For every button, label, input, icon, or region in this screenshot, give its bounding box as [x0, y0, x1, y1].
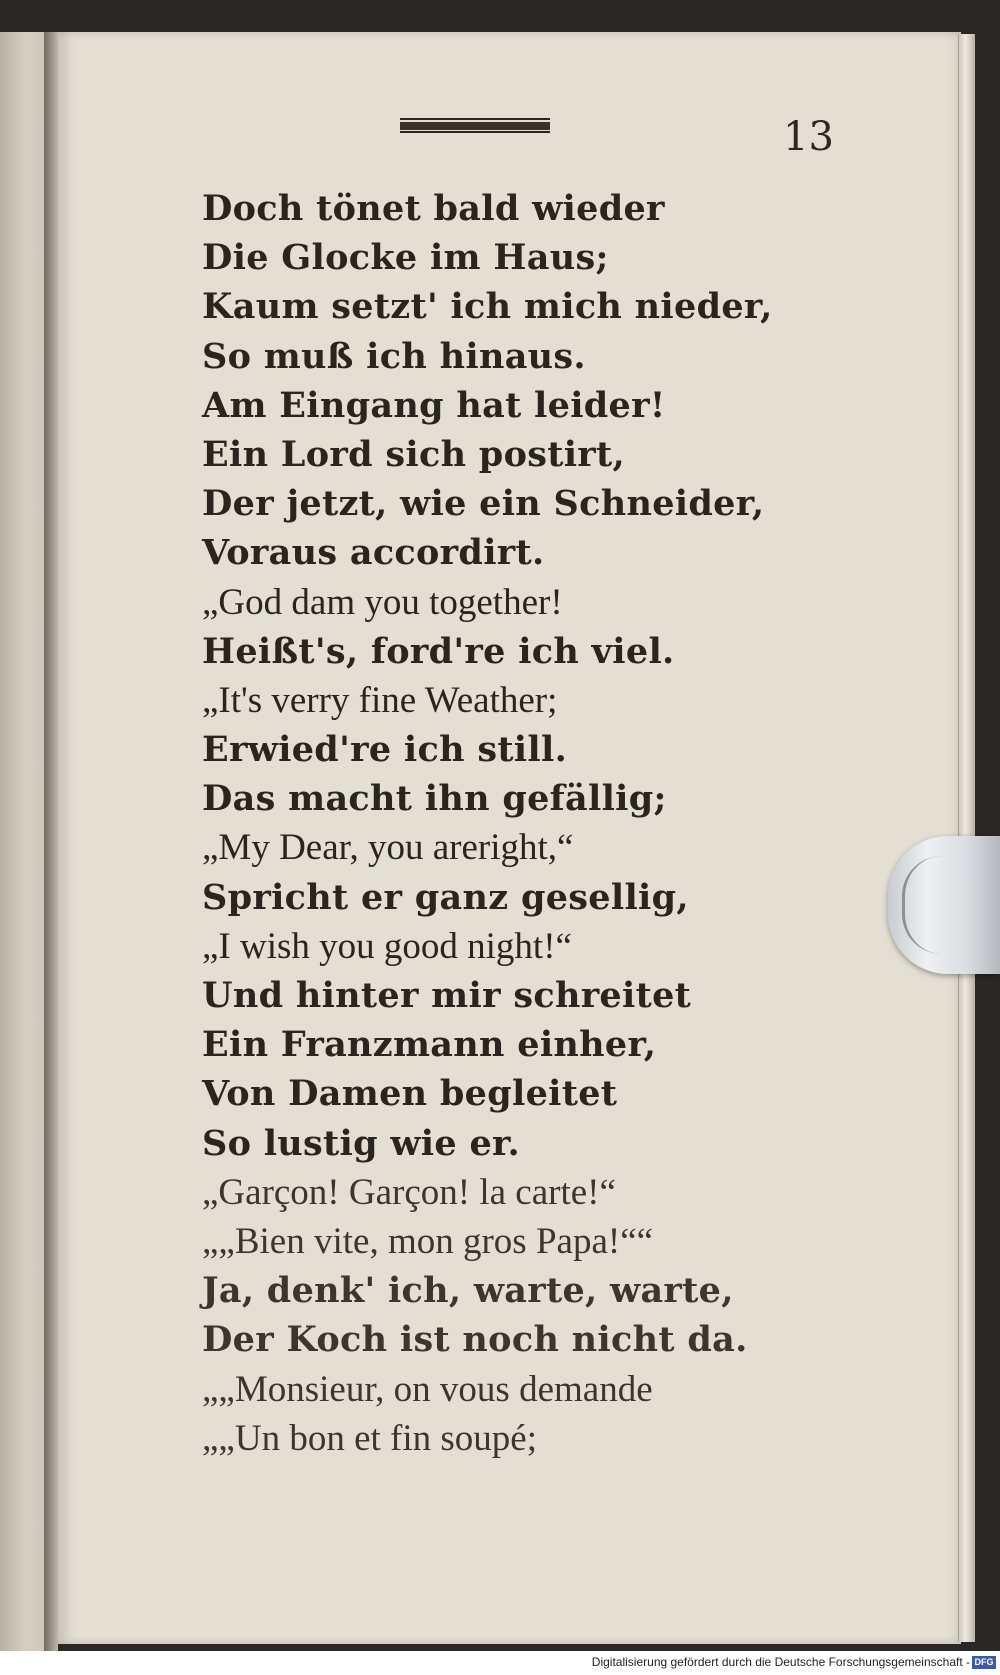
verse-line: „I wish you good night!“ [202, 925, 572, 967]
verse-line: Von Damen begleitet [202, 1073, 618, 1115]
verse-line: Die Glocke im Haus; [202, 237, 609, 279]
verse-line: „„Monsieur, on vous demande [202, 1368, 653, 1410]
verse-line: So lustig wie er. [202, 1122, 521, 1164]
verse-line: So muß ich hinaus. [202, 335, 586, 377]
verse-line: „It's verry fine Weather; [202, 679, 558, 721]
verse-line: Und hinter mir schreitet [202, 975, 692, 1016]
verse-line: Spricht er ganz gesellig, [202, 876, 689, 918]
header-ornament-rule [400, 118, 550, 134]
page-holder-clip [888, 836, 1000, 974]
verse-line: Ja, denk' ich, warte, warte, [202, 1270, 734, 1312]
verse-line: Am Eingang hat leider! [202, 384, 666, 426]
verse-line: „„Un bon et fin soupé; [202, 1417, 537, 1459]
verse-line: „My Dear, you areright,“ [202, 827, 574, 869]
digitization-footer [0, 1651, 1000, 1675]
facing-page-edge [0, 32, 46, 1652]
verse-line: Der jetzt, wie ein Schneider, [202, 483, 765, 525]
verse-line: „„Bien vite, mon gros Papa!““ [202, 1220, 654, 1262]
page-number: 13 [783, 114, 834, 160]
funding-credit: Digitalisierung gefördert durch die Deutsche Forschungsgemeinschaft - [591, 1655, 970, 1669]
rule-thin-top [400, 118, 550, 120]
verse-line: Erwied're ich still. [202, 729, 568, 771]
verse-line: Ein Franzmann einher, [202, 1024, 657, 1066]
verse-line: Der Koch ist noch nicht da. [202, 1319, 748, 1361]
rule-thick [400, 122, 550, 130]
verse-line: Voraus accordirt. [202, 532, 545, 574]
dfg-logo-icon: DFG [972, 1656, 996, 1669]
verse-line: Das macht ihn gefällig; [202, 778, 667, 820]
book-gutter [44, 32, 58, 1652]
verse-line: Ein Lord sich postirt, [202, 433, 625, 475]
rule-thin-bottom [400, 131, 550, 133]
verse-line: „God dam you together! [202, 581, 563, 623]
verse-line: Kaum setzt' ich mich nieder, [202, 286, 773, 328]
verse-line: „Garçon! Garçon! la carte!“ [202, 1171, 616, 1213]
poem-verse [202, 184, 773, 1463]
verse-line: Heißt's, ford're ich viel. [202, 630, 675, 672]
verse-line: Doch tönet bald wieder [202, 188, 665, 229]
